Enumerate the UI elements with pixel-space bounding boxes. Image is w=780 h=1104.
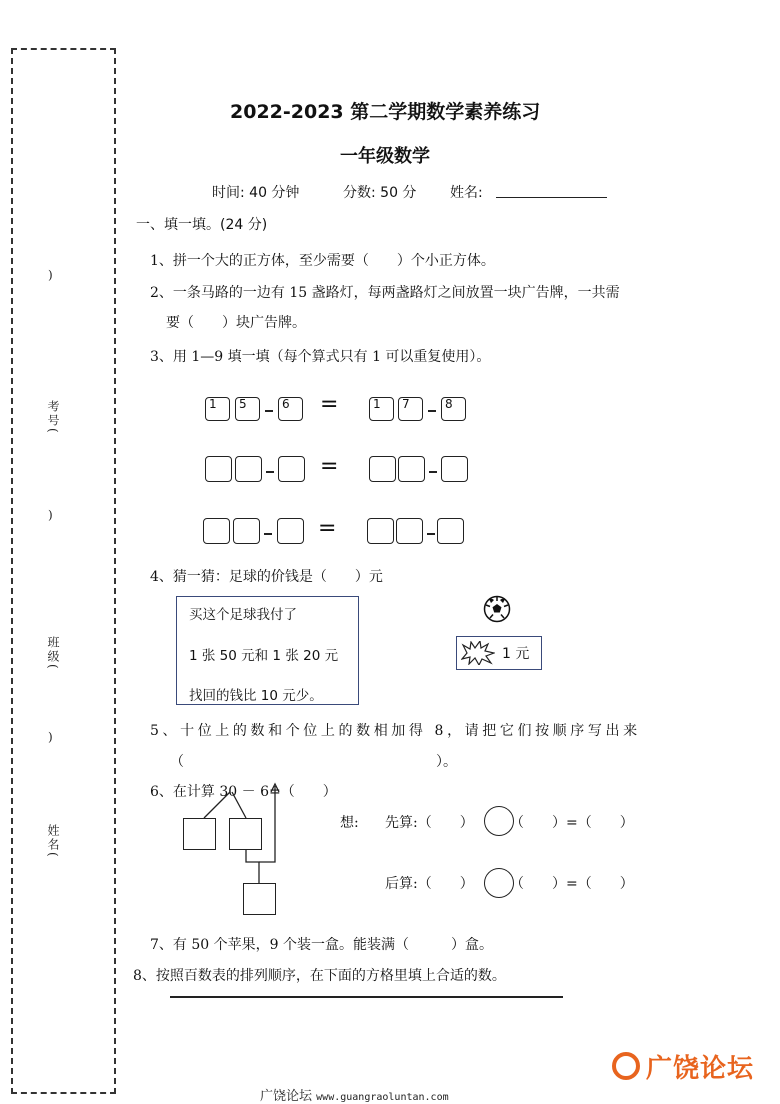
equals-sign: = — [320, 454, 339, 479]
footer-site — [260, 1085, 449, 1104]
soccer-ball-icon — [483, 595, 511, 623]
split-lines — [186, 780, 286, 885]
digit-box: 6 — [278, 397, 303, 421]
blank-digit-box[interactable] — [235, 456, 262, 482]
name-underline[interactable] — [496, 197, 607, 198]
second-step-rest: （ ）=（ ） — [510, 876, 634, 892]
question-3: 3、用 1—9 填一填（每个算式只有 1 可以重复使用）。 — [150, 349, 491, 365]
blank-digit-box[interactable] — [396, 518, 423, 544]
section-heading: 一、填一填。(24 分) — [136, 217, 268, 233]
footer-logo-text: 广饶论坛 — [646, 1054, 755, 1084]
splat-icon — [461, 641, 495, 665]
footer-url: www.guangraoluntan.com — [316, 1092, 449, 1103]
blank-digit-box[interactable] — [369, 456, 396, 482]
score-info: 分数: 50 分 — [343, 185, 417, 201]
blank-digit-box[interactable] — [233, 518, 260, 544]
side-name-label: 姓名( — [46, 824, 60, 859]
blank-digit-box[interactable] — [205, 456, 232, 482]
question-8: 8、按照百数表的排列顺序，在下面的方格里填上合适的数。 — [133, 968, 506, 984]
blank-digit-box[interactable] — [441, 456, 468, 482]
blank-digit-box[interactable] — [278, 456, 305, 482]
time-info: 时间: 40 分钟 — [212, 185, 300, 201]
blank-digit-box[interactable] — [367, 518, 394, 544]
binding-strip-border — [11, 48, 116, 1094]
side-class-label: 班级( — [46, 636, 60, 671]
side-paren-3: ) — [48, 730, 53, 744]
equals-sign: = — [320, 392, 339, 417]
think-label: 想: — [340, 815, 359, 831]
price-value: 1 元 — [502, 646, 530, 662]
logo-g-icon — [612, 1052, 640, 1080]
digit-box: 1 — [205, 397, 230, 421]
first-step-rest: （ ）=（ ） — [510, 815, 634, 831]
question-4: 4、猜一猜：足球的价钱是（ ）元 — [150, 569, 383, 585]
second-step-label: 后算:（ ） — [385, 876, 474, 892]
blank-digit-box[interactable] — [437, 518, 464, 544]
side-paren-1: ) — [48, 268, 53, 282]
minus-sign — [428, 410, 436, 412]
minus-sign — [427, 533, 435, 535]
split-box-bottom[interactable] — [243, 883, 276, 915]
question-2-line-1: 2、一条马路的一边有 15 盏路灯，每两盏路灯之间放置一块广告牌，一共需 — [150, 285, 620, 301]
question-7: 7、有 50 个苹果，9 个装一盒。能装满（ ）盒。 — [150, 937, 493, 953]
question-6: 6、在计算 30 － 6=（ ） — [150, 784, 337, 800]
question-2-line-2: 要（ ）块广告牌。 — [166, 315, 306, 331]
side-exam-number-label: 考号( — [46, 400, 60, 435]
minus-sign — [264, 533, 272, 535]
side-paren-2: ) — [48, 508, 53, 522]
question-5-line-1: 5、十位上的数和个位上的数相加得 8，请把它们按顺序写出来 — [150, 723, 641, 739]
digit-box: 8 — [441, 397, 466, 421]
digit-box: 7 — [398, 397, 423, 421]
name-label: 姓名: — [450, 185, 483, 201]
question-5-line-2: （ ）。 — [170, 754, 457, 770]
blank-digit-box[interactable] — [203, 518, 230, 544]
digit-box: 5 — [235, 397, 260, 421]
question-1: 1、拼一个大的正方体，至少需要（ ）个小正方体。 — [150, 253, 495, 269]
blank-digit-box[interactable] — [277, 518, 304, 544]
footer-site-name: 广饶论坛 — [260, 1089, 313, 1104]
page-title: 2022-2023 第二学期数学素养练习 — [230, 101, 541, 123]
first-step-label: 先算:（ ） — [385, 815, 474, 831]
equals-sign: = — [318, 516, 337, 541]
blank-digit-box[interactable] — [398, 456, 425, 482]
note-line-1: 买这个足球我付了 — [189, 607, 297, 623]
note-line-2: 1 张 50 元和 1 张 20 元 — [189, 648, 339, 664]
minus-sign — [429, 471, 437, 473]
grid-top-line — [170, 996, 563, 998]
price-tag — [456, 636, 542, 670]
payment-note-box — [176, 596, 359, 705]
note-line-3: 找回的钱比 10 元少。 — [189, 688, 323, 704]
minus-sign — [265, 410, 273, 412]
digit-box: 1 — [369, 397, 394, 421]
page-subtitle: 一年级数学 — [340, 146, 430, 167]
minus-sign — [266, 471, 274, 473]
